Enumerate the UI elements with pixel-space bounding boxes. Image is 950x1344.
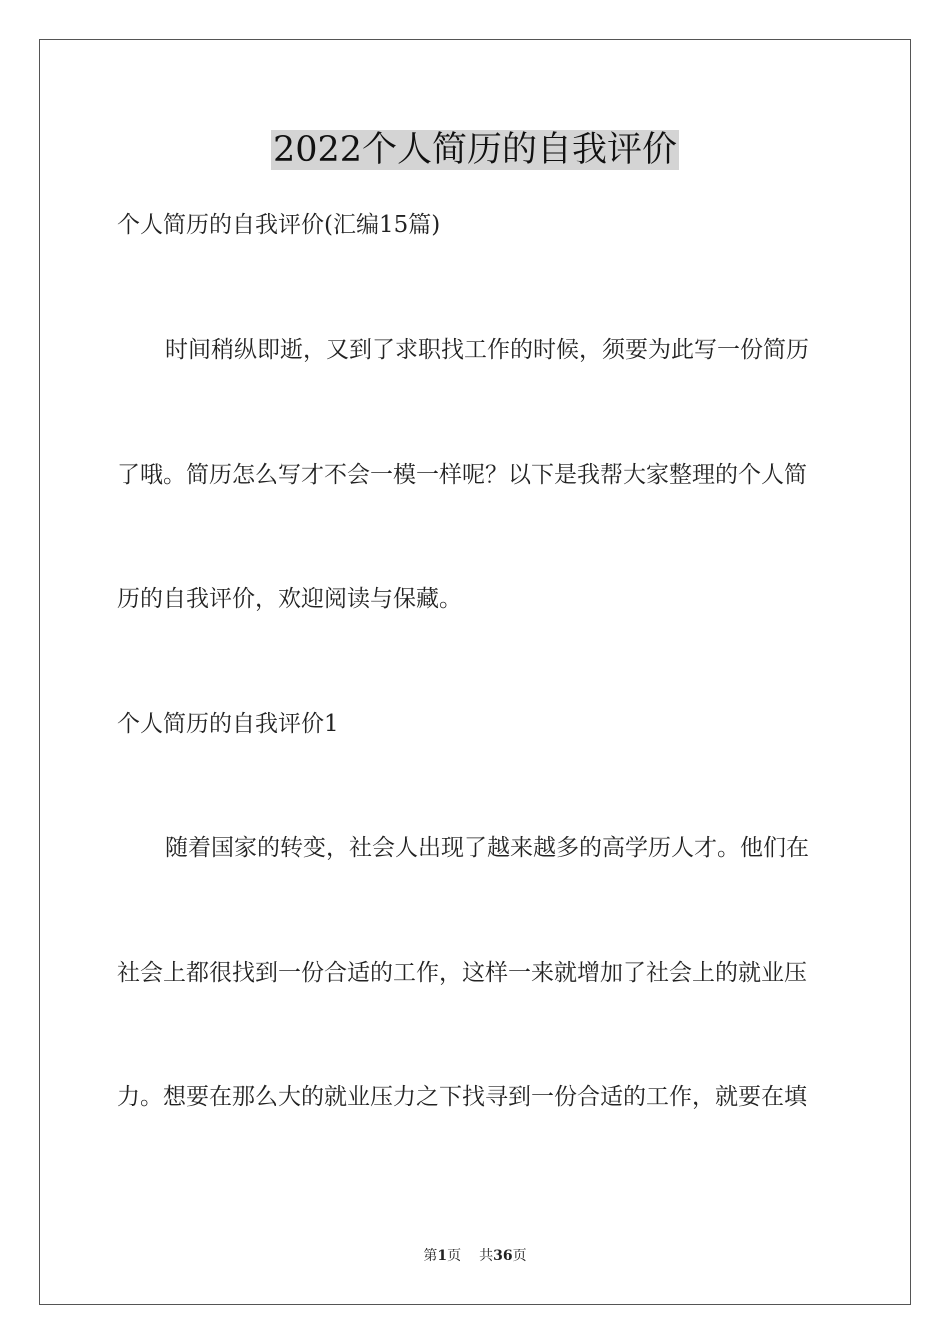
section-line-2: 社会上都很找到一份合适的工作，这样一来就增加了社会上的就业压 [117,960,807,986]
document-title-text: 2022个人简历的自我评价 [272,130,678,170]
current-page-number: 1 [437,1248,448,1264]
intro-line-2: 了哦。简历怎么写才不会一模一样呢？以下是我帮大家整理的个人简 [117,462,807,488]
total-prefix: 共 [479,1248,494,1264]
total-suffix: 页 [512,1248,527,1264]
total-page-count: 36 [493,1248,513,1264]
page-prefix: 第 [423,1248,438,1264]
intro-line-3: 历的自我评价，欢迎阅读与保藏。 [117,586,462,612]
section-line-1: 随着国家的转变，社会人出现了越来越多的高学历人才。他们在 [165,835,809,861]
section-line-3: 力。想要在那么大的就业压力之下找寻到一份合适的工作，就要在填 [117,1084,807,1110]
document-title [0,124,950,176]
document-subtitle: 个人简历的自我评价(汇编15篇) [117,212,441,238]
page-suffix: 页 [447,1248,462,1264]
section-heading: 个人简历的自我评价1 [117,711,339,737]
intro-line-1: 时间稍纵即逝，又到了求职找工作的时候，须要为此写一份简历 [165,337,809,363]
page-footer [0,1245,950,1265]
